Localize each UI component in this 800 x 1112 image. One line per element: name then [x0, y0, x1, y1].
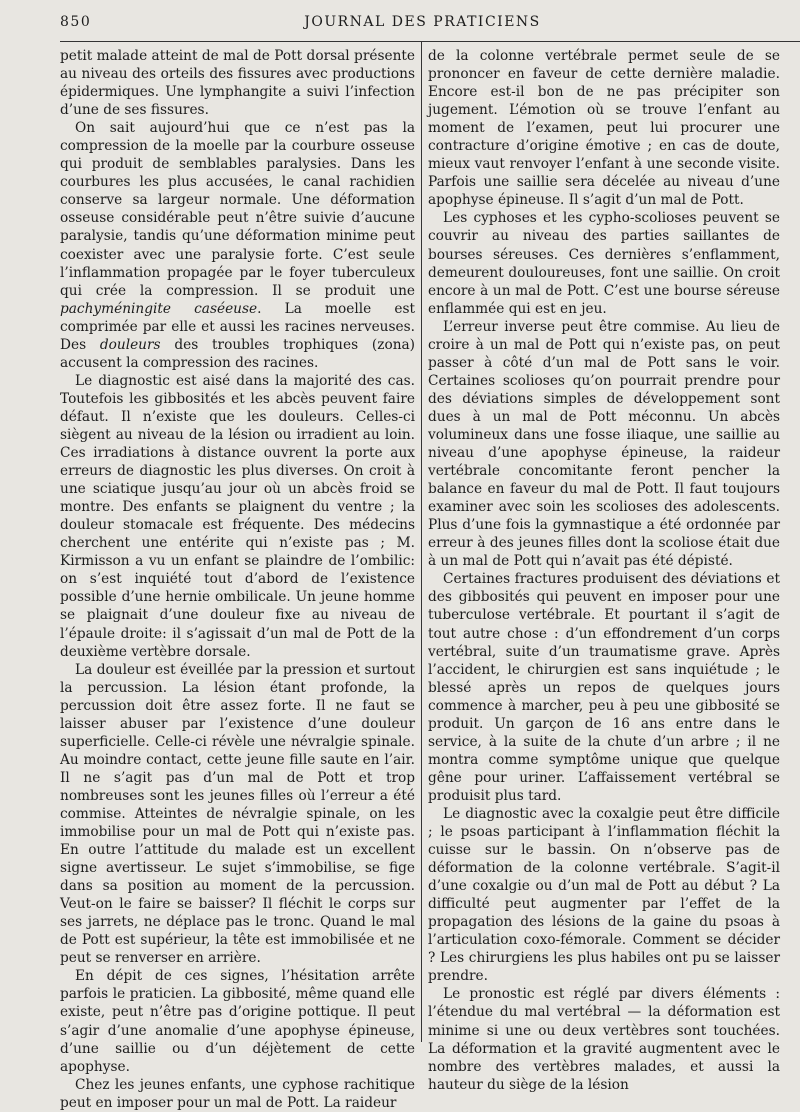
page-number: 850 — [60, 14, 92, 30]
paragraph: Les cyphoses et les cypho-scolioses peuvent se couvrir au niveau des parties saillantes de bourses séreuses. Ces dernières s’enflamment, demeurent douloureuses, font une saillie. On croit encore à un mal de Pott. C’est une bourse séreuse enflammée qui est en jeu. — [428, 210, 780, 317]
emphasis-term: pachyméningite caséeuse — [60, 300, 258, 317]
paragraph: Le pronostic est réglé par divers éléments : l’étendue du mal vertébral — la déformation est minime si une ou deux vertèbres sont touchées. La déformation et la gravité augmentent avec le nombre des vertèbres malades, et aussi la hauteur du siège de la lésion — [428, 986, 780, 1093]
paragraph: L’erreur inverse peut être commise. Au lieu de croire à un mal de Pott qui n’existe pas, on peut passer à côté d’un mal de Pott sans le voir. Certaines scolioses qu’on pourrait prendre pour des déviations simples de développement sont dues à un mal de Pott méconnu. Un abcès volumineux dans une fosse iliaque, une saillie au niveau d’une apophyse épineuse, la raideur vertébrale concomitante feront pencher la balance en faveur du mal de Pott. Il faut toujours examiner avec soin les scolioses des adolescents. Plus d’une fois la gymnastique a été ordonnée par erreur à des jeunes filles dont la scoliose était due à un mal de Pott qui n’avait pas été dépisté. — [428, 318, 780, 570]
paragraph: En dépit de ces signes, l’hésitation arrête parfois le praticien. La gibbosité, même quand elle existe, peut n’être pas d’origine pottique. Il peut s’agir d’une anomalie d’une apophyse épineuse, d’une saillie ou d’un déjètement de cette apophyse. — [60, 968, 415, 1075]
paragraph — [60, 119, 415, 372]
paragraph: Le diagnostic est aisé dans la majorité des cas. Toutefois les gibbosités et les abcès peuvent faire défaut. Il n’existe que les douleurs. Celles-ci siègent au niveau de la lésion ou irradient au loin. Ces irradiations à distance ouvrent la porte aux erreurs de diagnostic les plus diverses. On croit à une sciatique jusqu’au jour où un abcès froid se montre. Des enfants se plaignent du ventre ; la douleur stomacale est fréquente. Des médecins cherchent une entérite qui n’existe pas ; M. Kirmisson a vu un enfant se plaindre de l’ombilic: on s’est inquiété tout d’abord de l’existence possible d’une hernie ombilicale. Un jeune homme se plaignait d’une douleur fixe au niveau de l’épaule droite: il s’agissait d’un mal de Pott de la deuxième vertèbre dorsale. — [60, 372, 415, 660]
paragraph: Le diagnostic avec la coxalgie peut être difficile ; le psoas participant à l’inflammation fléchit la cuisse sur le bassin. On n’observe pas de déformation de la colonne vertébrale. S’agit-il d’une coxalgie ou d’un mal de Pott au début ? La difficulté peut augmenter par l’effet de la propagation des lésions de la gaine du psoas à l’articulation coxo-fémorale. Comment se décider ? Les chirurgiens les plus habiles ont pu se laisser prendre. — [428, 805, 780, 985]
header-rule — [60, 41, 800, 42]
paragraph-text: . La moelle est comprimée par elle et aussi les racines nerveuses. Des — [60, 300, 415, 353]
journal-title: JOURNAL DES PRATICIENS — [304, 14, 541, 30]
running-header — [60, 14, 785, 36]
left-column — [60, 47, 415, 1112]
paragraph-text: On sait aujourd’hui que ce n’est pas la compression de la moelle par la courbure osseuse qui produit de semblables paralysies. Dans les courbures les plus accusées, le canal rachidien conserve sa largeur normale. Une déformation osseuse considérable peut n’être suivie d’aucune paralysie, tandis qu’une déformation minime peut coexister avec une paralysie forte. C’est seule l’inflammation propagée par le foyer tuberculeux qui crée la compression. Il se produit une — [60, 120, 415, 299]
column-divider — [421, 42, 422, 1042]
paragraph: Certaines fractures produisent des déviations et des gibbosités qui peuvent en imposer pour une tuberculose vertébrale. Et pourtant il s’agit de tout autre chose : d’un effondrement d’un corps vertébral, suite d’un traumatisme grave. Après l’accident, le chirurgien est sans inquiétude ; le blessé après un repos de quelques jours commence à marcher, peu à peu une gibbosité se produit. Un garçon de 16 ans entre dans le service, à la suite de la chute d’un arbre ; il ne montra comme symptôme unique que quelque gêne pour uriner. L’affaissement vertébral se produisit plus tard. — [428, 571, 780, 804]
paragraph: petit malade atteint de mal de Pott dorsal présente au niveau des orteils des fissures avec productions épidermiques. Une lymphangite a suivi l’infection d’une de ses fissures. — [60, 48, 415, 119]
paragraph-text: des troubles trophiques (zona) accusent la compression des racines. — [60, 336, 416, 371]
paragraph: La douleur est éveillée par la pression et surtout la percussion. La lésion étant profonde, la percussion doit être assez forte. Il ne faut se laisser abuser par l’existence d’une douleur superficielle. Celle-ci révèle une névralgie spinale. Au moindre contact, cette jeune fille saute en l’air. Il ne s’agit pas d’un mal de Pott et trop nombreuses sont les jeunes filles où l’erreur a été commise. Atteintes de névralgie spinale, on les immobilise pour un mal de Pott qui n’existe pas. En outre l’attitude du malade est un excellent signe avertisseur. Le sujet s’immobilise, se fige dans sa position au moment de la percussion. Veut-on le faire se baisser? Il fléchit le corps sur ses jarrets, ne déplace pas le tronc. Quand le mal de Pott est supérieur, la tête est immobilisée et ne peut se renverser en arrière. — [60, 661, 415, 967]
emphasis-term: douleurs — [99, 336, 161, 353]
paragraph: de la colonne vertébrale permet seule de se prononcer en faveur de cette dernière maladie. Encore est-il bon de ne pas précipiter son jugement. L’émotion où se trouve l’enfant au moment de l’examen, peut lui procurer une contracture d’origine émotive ; en cas de doute, mieux vaut renvoyer l’enfant à une seconde visite. Parfois une saillie sera décelée au niveau d’une apophyse épineuse. Il s’agit d’un mal de Pott. — [428, 48, 780, 209]
paragraph: Chez les jeunes enfants, une cyphose rachitique peut en imposer pour un mal de Pott. La raideur — [60, 1076, 415, 1111]
right-column — [428, 47, 780, 1094]
